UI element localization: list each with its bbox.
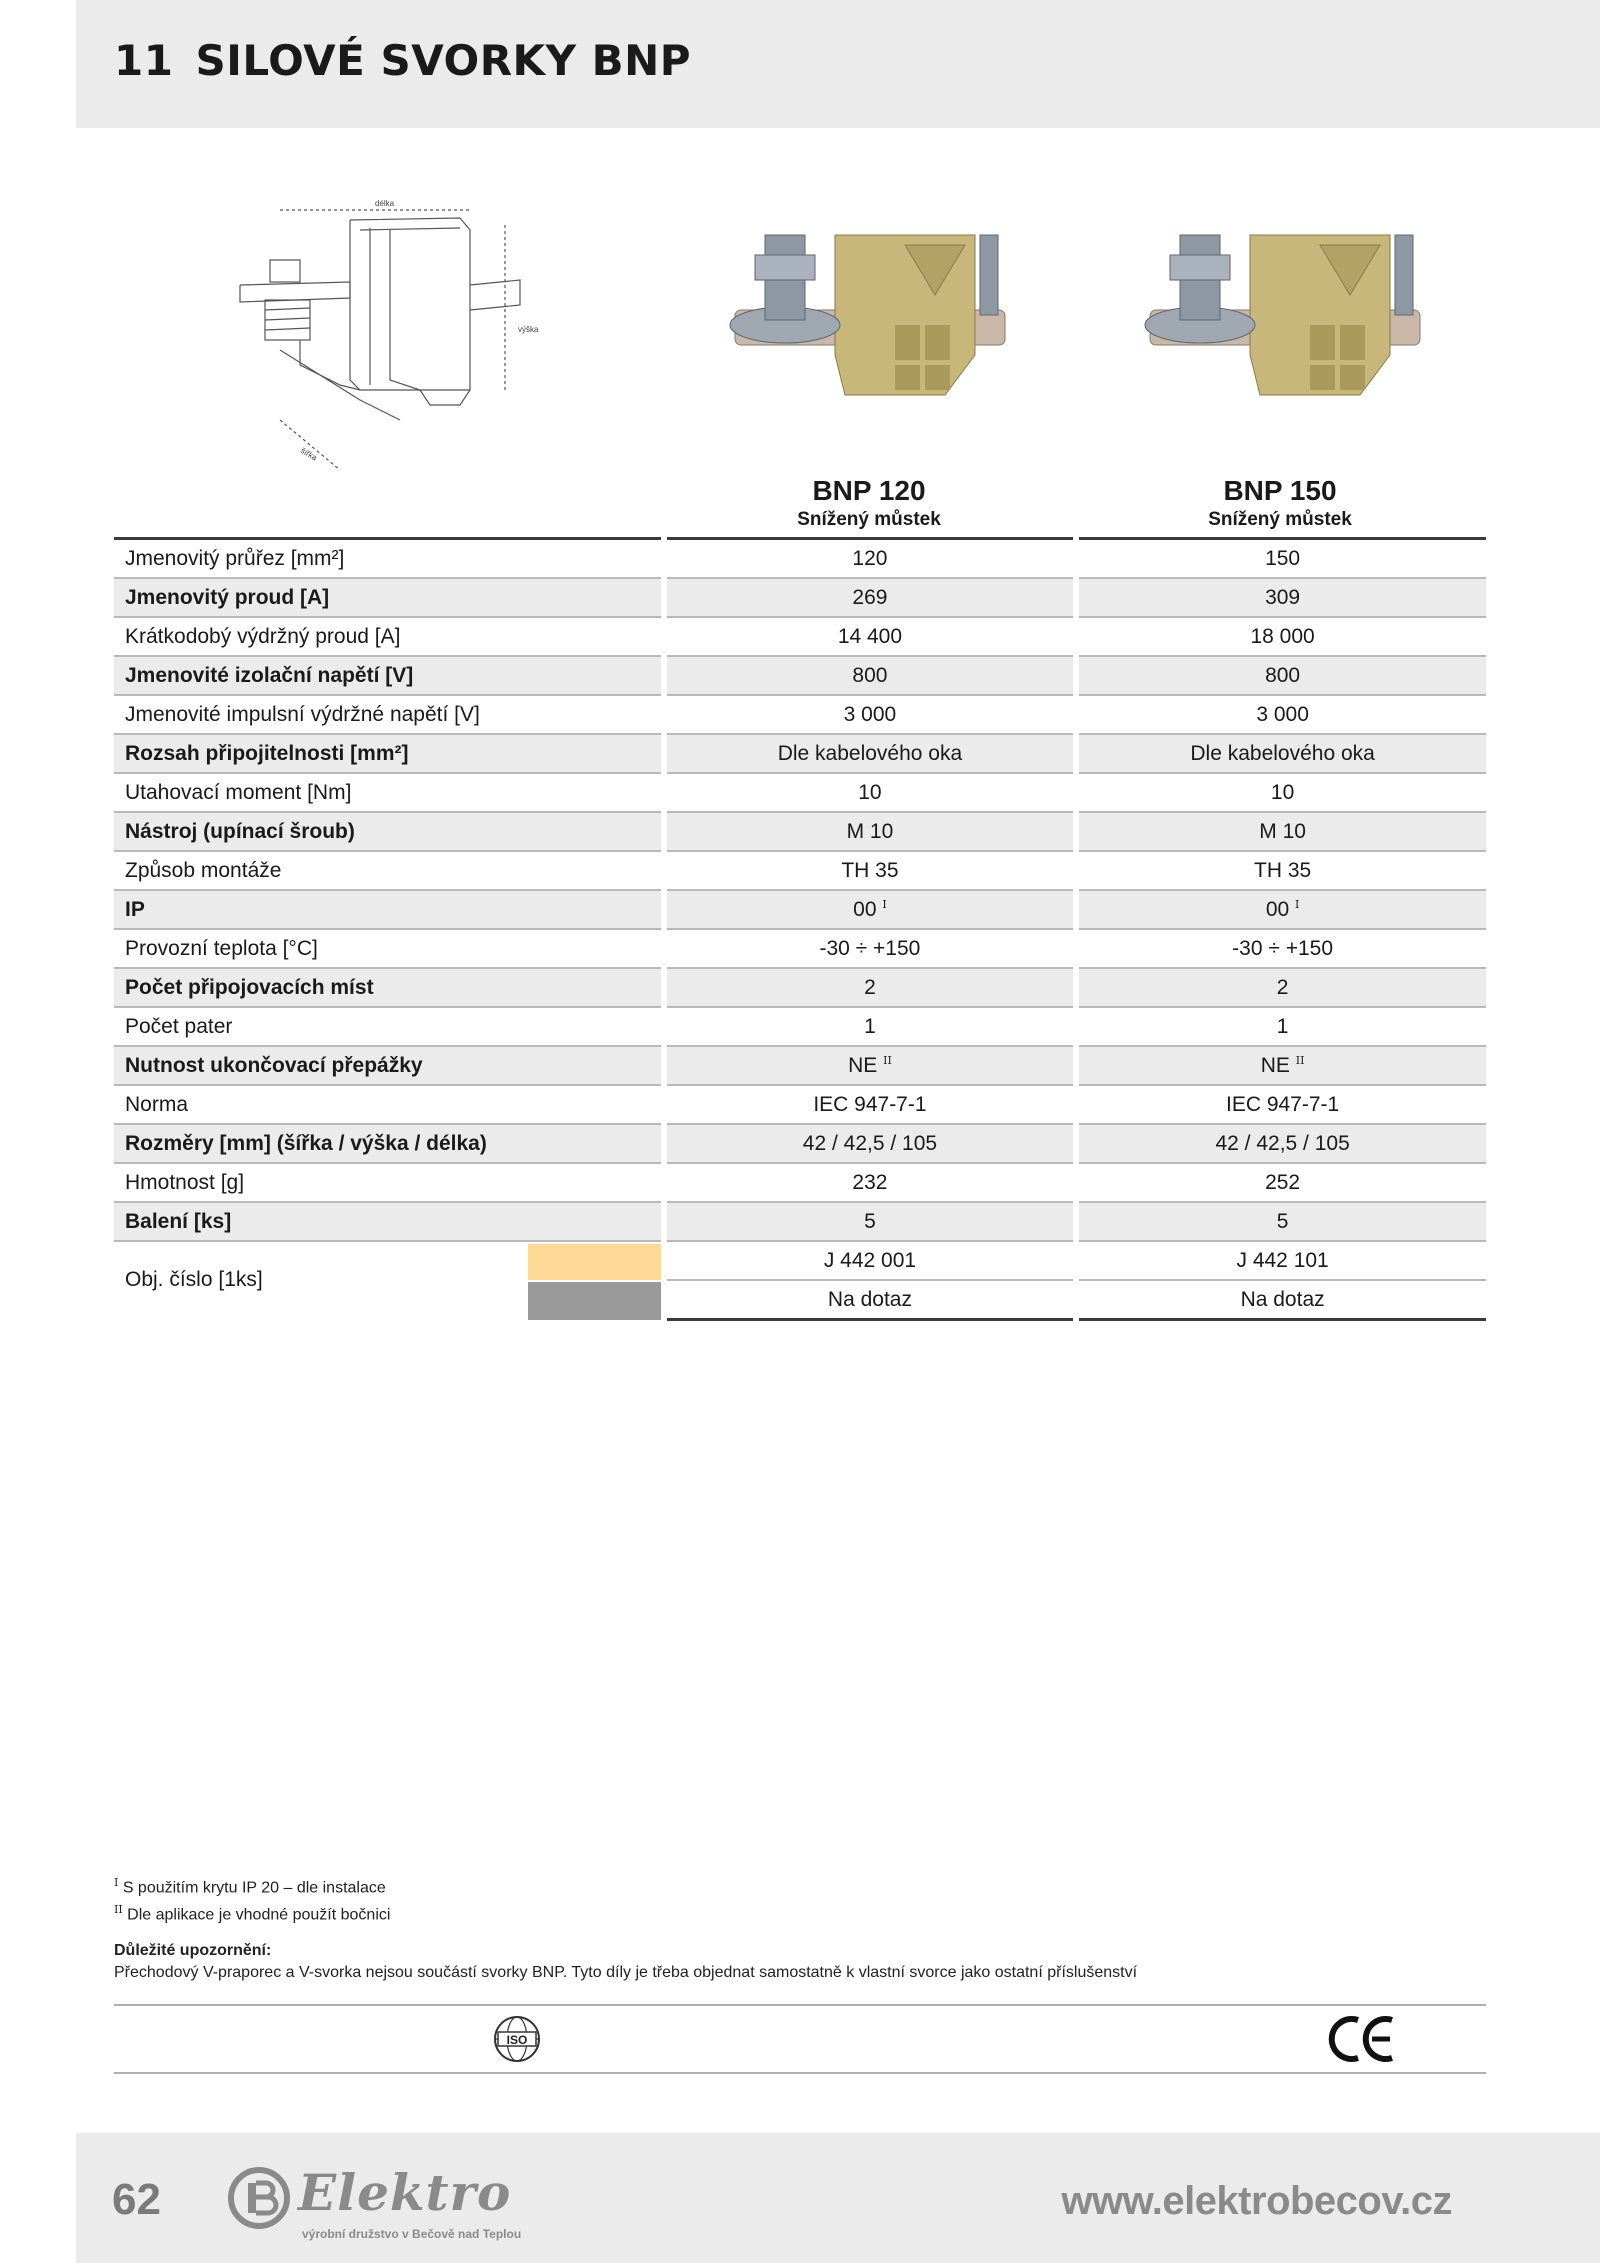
order-label: Obj. číslo [1ks] [125,1267,263,1291]
order-number: Na dotaz [667,1279,1074,1321]
value-text: 5 [864,1209,876,1233]
value-text: 3 000 [843,702,897,726]
row-label: Nutnost ukončovací přepážky [114,1045,661,1084]
table-row [114,1201,1486,1240]
row-label: Rozměry [mm] (šířka / výška / délka) [114,1123,661,1162]
page-number: 62 [112,2175,161,2224]
cell-value [1079,616,1486,655]
value-text: 42 / 42,5 / 105 [1215,1131,1350,1155]
product-subtitle: Snížený můstek [1208,509,1352,530]
value-text: Dle kabelového oka [1190,741,1375,765]
cell-value [667,850,1074,889]
value-text: -30 ÷ +150 [1232,936,1334,960]
cell-value [667,1045,1074,1084]
value-text: 2 [864,975,876,999]
cell-value [1079,772,1486,811]
footnote-mark: II [1295,1053,1305,1067]
logo-emblem-icon [226,2165,292,2231]
row-label: Hmotnost [g] [114,1162,661,1201]
cell-value [1079,1162,1486,1201]
cell-value [1079,537,1486,577]
cell-value [667,1201,1074,1240]
table-row [114,577,1486,616]
cell-value [667,811,1074,850]
footnote-text: S použitím krytu IP 20 – dle instalace [122,1879,386,1897]
footnote-2 [114,1899,390,1926]
product-name: BNP 150 [1223,475,1337,506]
value-text: M 10 [1259,819,1306,843]
page-title [114,36,691,85]
cell-value [1079,1201,1486,1240]
footnote-mark: I [1295,897,1300,911]
label-height: výška [518,325,539,334]
value-text: IEC 947-7-1 [1225,1092,1340,1116]
table-row [114,616,1486,655]
value-text: 1 [864,1014,876,1038]
table-row [114,1123,1486,1162]
row-label: Provozní teplota [°C] [114,928,661,967]
cell-value [667,616,1074,655]
value-text: 10 [858,780,882,804]
cell-value [1079,1084,1486,1123]
value-text: 5 [1276,1209,1289,1233]
value-text: 800 [1265,663,1301,687]
value-text: Dle kabelového oka [777,741,963,765]
ce-mark-icon [1326,2012,1396,2066]
product-photo-bnp120 [715,215,1025,415]
value-text: 800 [852,663,888,687]
row-label: Balení [ks] [114,1201,661,1240]
cell-value [667,928,1074,967]
order-number: Na dotaz [1079,1279,1486,1321]
value-text: 1 [1276,1014,1289,1038]
cell-value [1079,928,1486,967]
footnote-text: Dle aplikace je vhodné použít bočnici [127,1906,391,1924]
elektro-logo [226,2159,626,2249]
value-text: 00 [853,897,877,921]
footnote-mark: II [883,1053,892,1067]
order-number: J 442 101 [1079,1240,1486,1279]
order-label-cell [114,1240,661,1321]
important-notice [114,1940,1137,1984]
label-length: délka [375,199,395,208]
cell-value [667,889,1074,928]
value-text: 309 [1265,585,1301,609]
website-url[interactable]: www.elektrobecov.cz [1061,2179,1452,2223]
value-text: 120 [852,546,888,570]
brand-name: Elektro [298,2163,512,2222]
footnote-mark: II [114,1903,123,1917]
footnote-mark: I [114,1876,119,1889]
row-label: Nástroj (upínací šroub) [114,811,661,850]
value-text: M 10 [846,819,894,843]
cell-value [1079,1045,1486,1084]
row-label: Jmenovitý průřez [mm²] [114,537,661,577]
value-text: 18 000 [1250,624,1315,648]
table-row [114,889,1486,928]
cell-value [1079,1006,1486,1045]
iso-icon [492,2014,542,2064]
value-text: 232 [852,1170,888,1194]
value-text: 10 [1270,780,1295,804]
table-row [114,537,1486,577]
chapter-number: 11 [114,36,174,85]
row-label: Způsob montáže [114,850,661,889]
cell-value [667,1162,1074,1201]
order-number: J 442 001 [667,1240,1074,1279]
row-label: IP [114,889,661,928]
cell-value [1079,811,1486,850]
cell-value [1079,733,1486,772]
row-label: Krátkodobý výdržný proud [A] [114,616,661,655]
value-text: 252 [1265,1170,1301,1194]
swatch-grey [528,1282,661,1320]
cell-value [667,1084,1074,1123]
order-row [114,1240,1486,1279]
cell-value [667,694,1074,733]
value-text: 269 [852,585,888,609]
table-row [114,811,1486,850]
notice-title: Důležité upozornění: [114,1942,272,1959]
certification-bar [114,2004,1486,2074]
row-label: Jmenovité izolační napětí [V] [114,655,661,694]
value-text: 150 [1265,546,1301,570]
row-label: Počet připojovacích míst [114,967,661,1006]
value-text: 00 [1265,897,1290,921]
spec-table [114,537,1486,1321]
table-row [114,1006,1486,1045]
table-row [114,694,1486,733]
value-text: 14 400 [837,624,903,648]
row-label: Rozsah připojitelnosti [mm²] [114,733,661,772]
footnote-1 [114,1872,390,1899]
table-row [114,1084,1486,1123]
value-text: -30 ÷ +150 [819,936,921,960]
cell-value [667,1006,1074,1045]
row-label: Jmenovitý proud [A] [114,577,661,616]
value-text: IEC 947-7-1 [813,1092,927,1116]
table-row [114,655,1486,694]
table-row [114,733,1486,772]
value-text: TH 35 [1254,858,1312,882]
value-text: 2 [1276,975,1289,999]
cell-value [1079,577,1486,616]
product-header-2 [1075,474,1485,532]
table-row [114,967,1486,1006]
value-text: NE [1260,1053,1290,1077]
product-name: BNP 120 [812,475,926,506]
chapter-title: SILOVÉ SVORKY BNP [195,36,692,85]
cell-value [1079,850,1486,889]
product-header-1 [664,474,1074,532]
table-row [114,850,1486,889]
row-label: Utahovací moment [Nm] [114,772,661,811]
table-row [114,928,1486,967]
footnotes [114,1872,390,1927]
value-text: NE [848,1053,878,1077]
cell-value [667,577,1074,616]
value-text: 42 / 42,5 / 105 [802,1131,938,1155]
cell-value [1079,967,1486,1006]
cell-value [667,967,1074,1006]
cell-value [1079,889,1486,928]
footnote-mark: I [882,897,887,911]
value-text: TH 35 [841,858,899,882]
swatch-beige [528,1244,661,1280]
cell-value [667,655,1074,694]
row-label: Norma [114,1084,661,1123]
product-subtitle: Snížený můstek [797,509,941,530]
row-label: Jmenovité impulsní výdržné napětí [V] [114,694,661,733]
table-row [114,1162,1486,1201]
cell-value [667,772,1074,811]
technical-drawing [220,190,570,470]
table-row [114,1045,1486,1084]
page-footer [76,2133,1600,2263]
value-text: 3 000 [1256,702,1309,726]
cell-value [667,537,1074,577]
row-label: Počet pater [114,1006,661,1045]
cell-value [1079,655,1486,694]
iso-text: ISO [506,2033,528,2047]
label-width: šířka [299,445,319,463]
cell-value [667,1123,1074,1162]
table-row [114,772,1486,811]
cell-value [1079,694,1486,733]
cell-value [667,733,1074,772]
notice-text: Přechodový V-praporec a V-svorka nejsou součástí svorky BNP. Tyto díly je třeba objednat samostatně k vlastní svorce jako ostatní příslušenství [114,1964,1138,1981]
product-photo-bnp150 [1130,215,1440,415]
brand-tagline: výrobní družstvo v Bečově nad Teplou [302,2227,522,2241]
cell-value [1079,1123,1486,1162]
page-header [76,0,1600,128]
